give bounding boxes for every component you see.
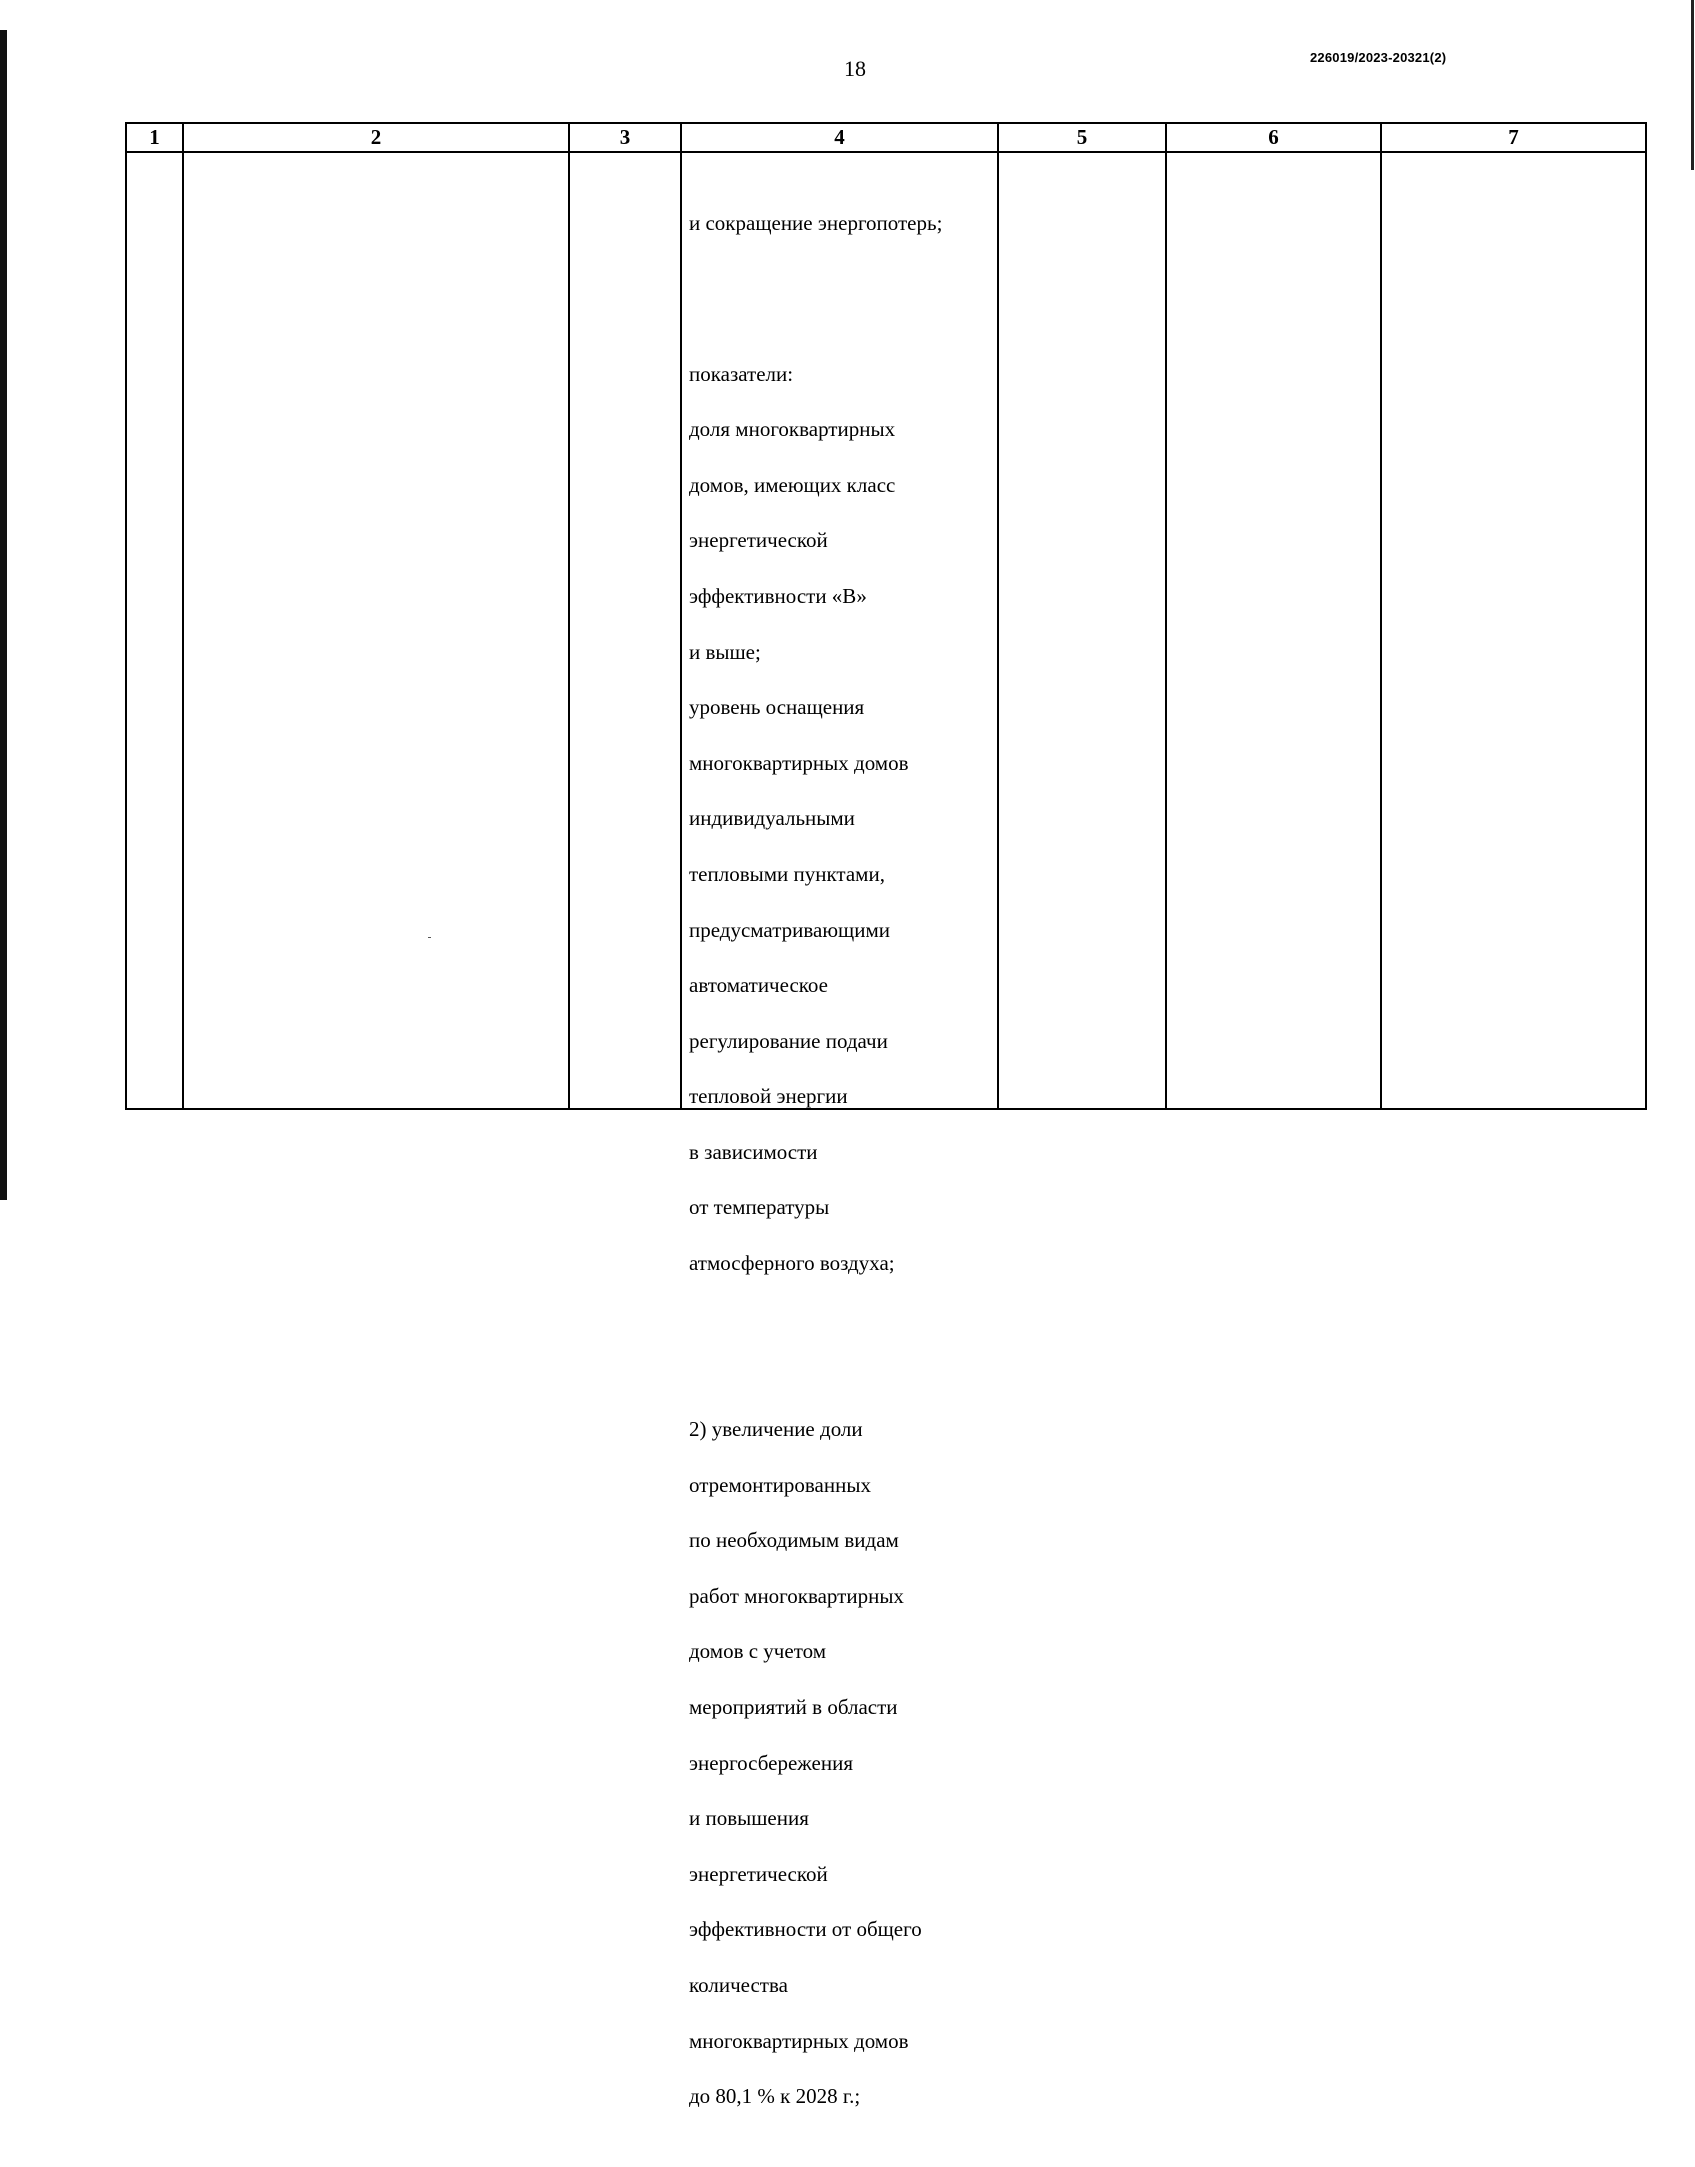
text-line: количества <box>689 1973 788 1997</box>
column-header-1: 1 <box>149 125 160 149</box>
text-line: многоквартирных домов <box>689 750 909 775</box>
text-line: автоматическое <box>689 973 828 998</box>
text-line: и повышения <box>689 1806 809 1831</box>
text-line: эффективности «В» <box>689 583 867 608</box>
column-header-6: 6 <box>1268 125 1279 149</box>
text-line: атмосферного воздуха; <box>689 1251 895 1276</box>
text-line: доля многоквартирных <box>689 417 896 442</box>
text-line: и выше; <box>689 639 761 664</box>
scan-edge-left <box>0 30 7 1200</box>
text-line: энергетической <box>689 1861 828 1886</box>
column-header-4: 4 <box>834 125 845 149</box>
text-line: до 80,1 % к 2028 г.; <box>689 2084 861 2109</box>
text-line: от температуры <box>689 1195 830 1220</box>
text-block-3 <box>689 1388 999 2139</box>
text-block-1 <box>689 182 999 265</box>
text-line: домов с учетом <box>689 1639 826 1664</box>
scan-edge-right <box>1691 0 1694 170</box>
text-line: домов, имеющих класс <box>689 472 896 497</box>
column-header-3: 3 <box>619 125 631 149</box>
column-4-cell <box>689 154 999 2167</box>
column-divider <box>182 124 184 1108</box>
text-line: показатели: <box>689 361 794 386</box>
text-block-2 <box>689 333 999 1306</box>
text-line: мероприятий в области <box>689 1695 898 1720</box>
column-divider <box>680 124 682 1108</box>
text-line: отремонтированных <box>689 1472 871 1497</box>
document-id: 226019/2023-20321(2) <box>1310 50 1447 65</box>
column-divider <box>1165 124 1167 1108</box>
scan-artifact <box>428 937 431 938</box>
text-line: тепловыми пунктами, <box>689 861 885 886</box>
text-line: тепловой энергии <box>689 1084 848 1109</box>
text-line: в зависимости <box>689 1139 818 1164</box>
text-line: и сокращение энергопотерь; <box>689 210 943 235</box>
text-line: энергетической <box>689 528 828 553</box>
text-line: по необходимым видам <box>689 1528 899 1553</box>
text-line: предусматривающими <box>689 917 890 942</box>
text-line: 2) увеличение доли <box>689 1417 863 1442</box>
column-divider <box>568 124 570 1108</box>
text-line: многоквартирных домов <box>689 2028 909 2053</box>
column-header-5: 5 <box>1076 125 1088 149</box>
page-number: 18 <box>844 56 866 81</box>
text-line: эффективности от общего <box>689 1917 922 1942</box>
document-table <box>125 122 1647 2109</box>
text-line: регулирование подачи <box>689 1028 888 1053</box>
column-header-7: 7 <box>1508 125 1519 149</box>
text-line: энергосбережения <box>689 1750 854 1775</box>
header-separator <box>127 151 1645 153</box>
text-line: уровень оснащения <box>689 695 865 720</box>
column-header-2: 2 <box>370 125 382 149</box>
text-line: индивидуальными <box>689 806 855 831</box>
text-line: работ многоквартирных <box>689 1583 904 1608</box>
column-divider <box>1380 124 1382 1108</box>
